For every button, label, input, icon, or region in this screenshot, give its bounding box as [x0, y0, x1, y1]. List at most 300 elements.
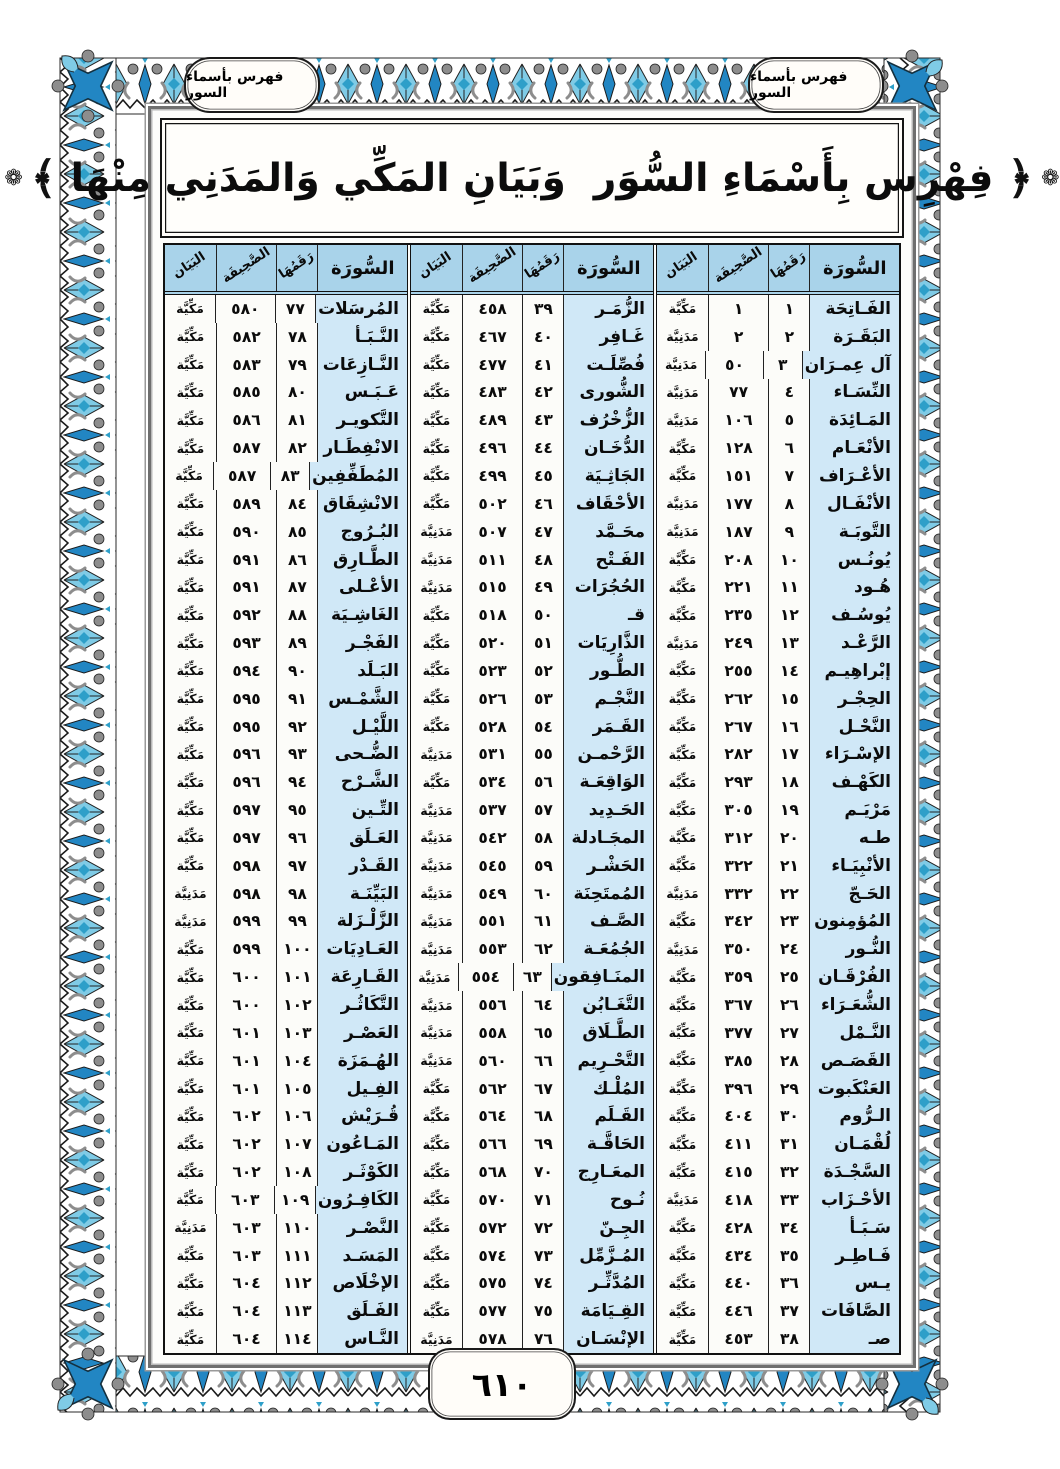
rosette-icon: ❁ [1041, 165, 1060, 191]
revelation-type-cell: مَكِّيَّة [668, 1136, 697, 1152]
page-number-cell: ٥٥٨ [462, 1019, 523, 1047]
surah-name-cell: التَّكويـر [317, 406, 407, 434]
surah-name-cell: النَّـاس [317, 1325, 407, 1353]
surah-name-cell: العَصْـر [317, 1019, 407, 1047]
page-number-cell: ١٠٦ [708, 406, 769, 434]
column-header-number [276, 245, 317, 291]
surah-number-cell: ١١٣ [276, 1297, 317, 1325]
surah-number-cell: ٣٧ [768, 1297, 809, 1325]
revelation-type-cell: مَكِّيَّة [422, 440, 451, 456]
page-number-cell: ٤٦٧ [462, 323, 523, 351]
page-number-cell: ٥٨٥ [216, 379, 277, 407]
page-number-cell: ٦٠٤ [216, 1270, 277, 1298]
column-header-number-label: رَقَمُهَا [522, 248, 563, 282]
table-row [657, 1158, 899, 1186]
surah-name-cell: الفُرْقَـان [809, 963, 899, 991]
table-row [411, 1242, 653, 1270]
surah-number-cell: ٢٧ [768, 1019, 809, 1047]
surah-name-cell: الانْفِطَـار [317, 434, 407, 462]
surah-number-cell: ٦٦ [522, 1047, 563, 1075]
page-number-cell: ٥٨٢ [216, 323, 277, 351]
surah-number-cell: ٤ [768, 379, 809, 407]
revelation-type-cell: مَكِّيَّة [422, 1192, 451, 1208]
page-title [4, 118, 1060, 238]
page-number-cell: ٤٥٣ [708, 1325, 769, 1353]
surah-name-cell: العَـلَق [317, 824, 407, 852]
surah-name-cell: المعَـارِج [563, 1158, 653, 1186]
page-number-cell: ٦٠٣ [216, 1214, 277, 1242]
table-row [165, 601, 407, 629]
page-number-cell: ٥٩٨ [216, 880, 277, 908]
page-number-cell: ١٨٧ [708, 518, 769, 546]
revelation-type-cell: مَدَنِيَّة [420, 941, 453, 957]
table-row [411, 1186, 653, 1214]
table-row [165, 991, 407, 1019]
surah-number-cell: ٤١ [522, 351, 563, 379]
table-row [657, 1242, 899, 1270]
revelation-type-cell: مَكِّيَّة [668, 1025, 697, 1041]
surah-name-cell: الفِـيل [317, 1075, 407, 1103]
table-row [411, 963, 653, 991]
table-row [411, 573, 653, 601]
revelation-type-cell: مَكِّيَّة [668, 774, 697, 790]
page-number-cell: ٦٠٢ [216, 1158, 277, 1186]
surah-name-cell: البَيِّنَـة [317, 880, 407, 908]
surah-number-cell: ٨٣ [270, 462, 309, 490]
surah-number-cell: ١١١ [276, 1242, 317, 1270]
surah-name-cell: الأعْـلى [317, 573, 407, 601]
page-number-cell: ٥٩٣ [216, 629, 277, 657]
table-row [657, 963, 899, 991]
table-row [165, 1075, 407, 1103]
surah-number-cell: ١١ [768, 573, 809, 601]
surah-name-cell: السَّجْـدَة [809, 1158, 899, 1186]
table-row [165, 629, 407, 657]
table-row [657, 406, 899, 434]
surah-name-cell: الفَـلَق [317, 1297, 407, 1325]
revelation-type-cell: مَدَنِيَّة [420, 552, 453, 568]
surah-number-cell: ٧٧ [275, 295, 316, 323]
surah-number-cell: ٩٣ [276, 741, 317, 769]
surah-number-cell: ١١٤ [276, 1325, 317, 1353]
table-row [657, 908, 899, 936]
surah-name-cell: غَـافِر [563, 323, 653, 351]
revelation-type-cell: مَكِّيَّة [176, 1331, 205, 1347]
surah-number-cell: ٦٧ [522, 1075, 563, 1103]
page-number-cell: ٥١٥ [462, 573, 523, 601]
surah-name-cell: القَـمَر [563, 713, 653, 741]
surah-number-cell: ١٠٥ [276, 1075, 317, 1103]
surah-number-cell: ٧٥ [522, 1297, 563, 1325]
table-row [165, 1270, 407, 1298]
table-row [657, 573, 899, 601]
surah-number-cell: ٦٩ [522, 1130, 563, 1158]
surah-name-cell: الأنْبِيَـاء [809, 852, 899, 880]
surah-name-cell: يُونُـس [809, 546, 899, 574]
revelation-type-cell: مَكِّيَّة [668, 746, 697, 762]
table-row [411, 629, 653, 657]
page-number-cell: ٢٦٢ [708, 685, 769, 713]
surah-number-cell: ١٠ [768, 546, 809, 574]
revelation-type-cell: مَكِّيَّة [176, 1192, 204, 1208]
surah-number-cell: ١١٢ [276, 1270, 317, 1298]
table-row [657, 434, 899, 462]
surah-group-1-38 [657, 245, 899, 1353]
table-row [165, 1325, 407, 1353]
surah-number-cell: ١٠٣ [276, 1019, 317, 1047]
page-number-cell: ٣٣٢ [708, 880, 769, 908]
page-number-cell: ٦٠٤ [216, 1297, 277, 1325]
surah-number-cell: ٥ [768, 406, 809, 434]
surah-name-cell: الأنْعَـام [809, 434, 899, 462]
table-row [657, 685, 899, 713]
table-row [657, 1297, 899, 1325]
surah-number-cell: ٨٥ [276, 518, 317, 546]
page-number-cell: ٦٠٠ [216, 963, 277, 991]
page-number-cell: ١ [708, 295, 769, 323]
surah-name-cell: الجُمُعَـة [563, 935, 653, 963]
table-row [657, 796, 899, 824]
revelation-type-cell: مَكِّيَّة [176, 329, 205, 345]
table-row [411, 991, 653, 1019]
page-number-cell: ٥٩٩ [216, 908, 277, 936]
surah-number-cell: ٣٩ [522, 295, 563, 323]
surah-number-cell: ٥٤ [522, 713, 563, 741]
surah-name-cell: الجِـنّ [563, 1214, 653, 1242]
revelation-type-cell: مَكِّيَّة [422, 301, 451, 317]
page-number-cell: ٣٧٧ [708, 1019, 769, 1047]
surah-number-cell: ١٨ [768, 768, 809, 796]
surah-name-cell: نُـوح [563, 1186, 653, 1214]
surah-number-cell: ٥٨ [522, 824, 563, 852]
page-number-cell: ٣٢٢ [708, 852, 769, 880]
table-row [657, 601, 899, 629]
revelation-type-cell: مَدَنِيَّة [666, 496, 699, 512]
table-row [165, 546, 407, 574]
revelation-type-cell: مَكِّيَّة [668, 1220, 697, 1236]
surah-number-cell: ١٠٨ [276, 1158, 317, 1186]
surah-name-cell: المُطَفِّفِين [309, 462, 407, 490]
surah-name-cell: اللَّيْـل [317, 713, 407, 741]
surah-number-cell: ٢٨ [768, 1047, 809, 1075]
page-number-cell: ٥٩٠ [216, 518, 277, 546]
surah-number-cell: ١٦ [768, 713, 809, 741]
page-number-cell: ٥٢٣ [462, 657, 523, 685]
surah-number-cell: ٢٣ [768, 908, 809, 936]
surah-name-cell: فُصِّلَـت [563, 351, 653, 379]
table-row [165, 1297, 407, 1325]
page-number-cell: ٥٧٨ [462, 1325, 523, 1353]
surah-name-cell: المُرسَلات [315, 295, 407, 323]
revelation-type-cell: مَكِّيَّة [176, 691, 205, 707]
surah-number-cell: ٥٧ [522, 796, 563, 824]
revelation-type-cell: مَكِّيَّة [422, 412, 451, 428]
page-number-cell: ٥٨٠ [215, 295, 275, 323]
table-row [411, 434, 653, 462]
revelation-type-cell: مَدَنِيَّة [420, 886, 453, 902]
table-row [165, 323, 407, 351]
column-header-number [768, 245, 809, 291]
surah-name-cell: المُـزَّمِّل [563, 1242, 653, 1270]
table-row [165, 1130, 407, 1158]
table-row [165, 351, 407, 379]
surah-number-cell: ٧٤ [522, 1270, 563, 1298]
page-number-cell: ٢٠٨ [708, 546, 769, 574]
revelation-type-cell: مَكِّيَّة [176, 969, 205, 985]
surah-number-cell: ٦٤ [522, 991, 563, 1019]
revelation-type-cell: مَكِّيَّة [668, 913, 697, 929]
table-row [165, 963, 407, 991]
page-number-cell: ٥٢٨ [462, 713, 523, 741]
table-row [411, 880, 653, 908]
table-row [657, 462, 899, 490]
page-number-cell: ٤٨٩ [462, 406, 523, 434]
revelation-type-cell: مَكِّيَّة [668, 552, 697, 568]
surah-name-cell: آل عِمـرَان [802, 351, 899, 379]
surah-name-cell: النَّـازِعَات [317, 351, 407, 379]
surah-number-cell: ٨٠ [276, 379, 317, 407]
surah-name-cell: الرَّحْمـن [563, 741, 653, 769]
header-cartouche-text: فهرس بأسماء السور [750, 69, 848, 101]
revelation-type-cell: مَكِّيَّة [176, 858, 205, 874]
revelation-type-cell: مَكِّيَّة [422, 774, 451, 790]
surah-group-39-76 [411, 245, 657, 1353]
page-number-cell: ٣٠٥ [708, 796, 769, 824]
surah-number-cell: ٨٧ [276, 573, 317, 601]
table-row [411, 935, 653, 963]
surah-name-cell: عَـبَـس [317, 379, 407, 407]
surah-number-cell: ٨٢ [276, 434, 317, 462]
surah-number-cell: ١٠٠ [276, 935, 317, 963]
page-number-cell: ٥٦٠ [462, 1047, 523, 1075]
header-cartouche-left [184, 57, 320, 113]
revelation-type-cell: مَدَنِيَّة [666, 412, 699, 428]
revelation-type-cell: مَكِّيَّة [422, 1220, 451, 1236]
revelation-type-cell: مَدَنِيَّة [664, 357, 698, 373]
table-row [411, 490, 653, 518]
column-header-page-label: الصَّحِيفَة [711, 243, 765, 286]
surah-number-cell: ٨٦ [276, 546, 317, 574]
column-header-page-label: الصَّحِيفَة [219, 243, 273, 286]
page-number-cell: ٦٠٢ [216, 1130, 277, 1158]
surah-name-cell: المُمتَحِنَة [563, 880, 653, 908]
surah-number-cell: ٩٨ [276, 880, 317, 908]
table-row [165, 573, 407, 601]
page-number-cell: ٥٩٧ [216, 824, 277, 852]
revelation-type-cell: مَدَنِيَّة [420, 913, 453, 929]
surah-number-cell: ١٢ [768, 601, 809, 629]
surah-name-cell: المَـائِدَة [809, 406, 899, 434]
page-number-cell: ٢٣٥ [708, 601, 769, 629]
column-header-bayan [165, 245, 216, 291]
revelation-type-cell: مَكِّيَّة [668, 663, 697, 679]
surah-name-cell: العَنْكَبوت [809, 1075, 899, 1103]
table-row [657, 379, 899, 407]
table-row [165, 379, 407, 407]
surah-number-cell: ٩٤ [276, 768, 317, 796]
column-header-number-label: رَقَمُهَا [768, 248, 809, 282]
revelation-type-cell: مَكِّيَّة [668, 1248, 697, 1264]
surah-name-cell: الانْشِقَاق [317, 490, 407, 518]
table-row [411, 685, 653, 713]
revelation-type-cell: مَكِّيَّة [668, 607, 697, 623]
column-header-page [708, 245, 769, 291]
surah-name-cell: الزُّخْرُف [563, 406, 653, 434]
revelation-type-cell: مَكِّيَّة [422, 329, 451, 345]
page-number-cell: ٥٩١ [216, 546, 277, 574]
table-row [411, 295, 653, 323]
surah-number-cell: ٦٣ [513, 963, 551, 991]
revelation-type-cell: مَكِّيَّة [176, 412, 205, 428]
surah-number-cell: ٤٤ [522, 434, 563, 462]
page-number-cell: ٦٠١ [216, 1047, 277, 1075]
surah-number-cell: ١٩ [768, 796, 809, 824]
surah-number-cell: ٧٠ [522, 1158, 563, 1186]
revelation-type-cell: مَكِّيَّة [176, 719, 205, 735]
page-number-cell: ١٥١ [708, 462, 769, 490]
surah-name-cell: الحَـدِيد [563, 796, 653, 824]
page-number-cell: ٣٥٩ [708, 963, 769, 991]
surah-name-cell: النِّسَـاء [809, 379, 899, 407]
surah-name-cell: الهُـمَزَة [317, 1047, 407, 1075]
ornament-close-icon: ﴾ [30, 152, 57, 204]
table-row [411, 1075, 653, 1103]
surah-number-cell: ٥٥ [522, 741, 563, 769]
page-number-cell: ٥٢٠ [462, 629, 523, 657]
page-number-cell: ٥٨٦ [216, 406, 277, 434]
surah-number-cell: ٨٩ [276, 629, 317, 657]
page-number-cell: ٤١١ [708, 1130, 769, 1158]
revelation-type-cell: مَكِّيَّة [422, 1248, 451, 1264]
ornament-open-icon: ﴿ [1007, 152, 1034, 204]
table-row [411, 852, 653, 880]
surah-name-cell: الصَّافَات [809, 1297, 899, 1325]
surah-number-cell: ٩٢ [276, 713, 317, 741]
revelation-type-cell: مَدَنِيَّة [420, 802, 453, 818]
surah-number-cell: ٨٨ [276, 601, 317, 629]
column-header-number [522, 245, 563, 291]
page-number-cell: ٥٠ [705, 351, 762, 379]
table-row [411, 546, 653, 574]
surah-number-cell: ٩٩ [276, 908, 317, 936]
surah-name-cell: الإنْسَـان [563, 1325, 653, 1353]
surah-number-cell: ٢٩ [768, 1075, 809, 1103]
surah-name-cell: الكَافِـرُون [315, 1186, 407, 1214]
surah-number-cell: ٦١ [522, 908, 563, 936]
surah-number-cell: ٩٦ [276, 824, 317, 852]
page-number-cell: ٦٠٠ [216, 991, 277, 1019]
table-row [411, 406, 653, 434]
surah-number-cell: ١ [768, 295, 809, 323]
surah-number-cell: ٧٣ [522, 1242, 563, 1270]
revelation-type-cell: مَكِّيَّة [422, 663, 451, 679]
table-row [411, 824, 653, 852]
table-row [411, 908, 653, 936]
revelation-type-cell: مَكِّيَّة [176, 663, 205, 679]
surah-name-cell: إبْراهِيـم [809, 657, 899, 685]
table-row [411, 1214, 653, 1242]
page-number-cell: ١٢٨ [708, 434, 769, 462]
revelation-type-cell: مَدَنِيَّة [420, 1331, 453, 1347]
table-row [411, 351, 653, 379]
surah-number-cell: ٣٦ [768, 1270, 809, 1298]
revelation-type-cell: مَدَنِيَّة [666, 329, 699, 345]
page-number-cell: ٥٧٢ [462, 1214, 523, 1242]
page-number-cell: ٥٨٧ [213, 462, 270, 490]
column-header-bayan-label: البَيَان [170, 248, 209, 282]
table-row [657, 351, 899, 379]
surah-number-cell: ١٠١ [276, 963, 317, 991]
surah-name-cell: التَّوبَـة [809, 518, 899, 546]
page-number-cell: ٤٢٨ [708, 1214, 769, 1242]
table-row [657, 1102, 899, 1130]
surah-number-cell: ١٠٩ [274, 1186, 314, 1214]
surah-name-cell: النُّـور [809, 935, 899, 963]
page-number-cell: ٥٨٩ [216, 490, 277, 518]
revelation-type-cell: مَكِّيَّة [176, 1303, 205, 1319]
table-row [411, 1158, 653, 1186]
table-row [411, 1019, 653, 1047]
table-row [411, 657, 653, 685]
table-row [165, 518, 407, 546]
surah-name-cell: النَّحْـل [809, 713, 899, 741]
surah-name-cell: الشَّـرْح [317, 768, 407, 796]
revelation-type-cell: مَكِّيَّة [176, 1108, 205, 1124]
table-header-row [411, 245, 653, 295]
table-row [657, 1186, 899, 1214]
revelation-type-cell: مَدَنِيَّة [420, 524, 453, 540]
revelation-type-cell: مَكِّيَّة [422, 607, 451, 623]
revelation-type-cell: مَكِّيَّة [176, 440, 205, 456]
revelation-type-cell: مَدَنِيَّة [418, 969, 451, 985]
surah-name-cell: البُـرُوج [317, 518, 407, 546]
table-row [165, 741, 407, 769]
surah-number-cell: ٧١ [522, 1186, 563, 1214]
surah-number-cell: ١٤ [768, 657, 809, 685]
page-number-cell: ٤٧٧ [462, 351, 523, 379]
table-row [411, 768, 653, 796]
table-row [165, 1242, 407, 1270]
surah-number-cell: ٤٦ [522, 490, 563, 518]
page-number-cell: ٢٥٥ [708, 657, 769, 685]
revelation-type-cell: مَدَنِيَّة [174, 1220, 207, 1236]
surah-group-77-114 [165, 245, 411, 1353]
surah-name-cell: الدُّخَـان [563, 434, 653, 462]
table-row [411, 601, 653, 629]
page-number-cell: ٤٣٤ [708, 1242, 769, 1270]
revelation-type-cell: مَدَنِيَّة [666, 941, 699, 957]
table-header-row [165, 245, 407, 295]
page-number-cell: ٥٠٧ [462, 518, 523, 546]
surah-number-cell: ٣١ [768, 1130, 809, 1158]
page-number-cell: ٥٧٤ [462, 1242, 523, 1270]
surah-name-cell: سَـبَـأ [809, 1214, 899, 1242]
surah-name-cell: النَّجْـم [563, 685, 653, 713]
surah-name-cell: المُؤمِنون [809, 908, 899, 936]
revelation-type-cell: مَكِّيَّة [176, 635, 205, 651]
page-number: ٦١٠ [471, 1364, 533, 1404]
surah-name-cell: الأعْـرَاف [809, 462, 899, 490]
table-row [165, 1102, 407, 1130]
revelation-type-cell: مَدَنِيَّة [420, 1025, 453, 1041]
table-row [657, 657, 899, 685]
page-number-cell: ٥٤٥ [462, 852, 523, 880]
table-row [657, 824, 899, 852]
revelation-type-cell: مَكِّيَّة [176, 1275, 205, 1291]
table-row [657, 490, 899, 518]
surah-number-cell: ٦٥ [522, 1019, 563, 1047]
surah-name-cell: الذَّارِيَات [563, 629, 653, 657]
